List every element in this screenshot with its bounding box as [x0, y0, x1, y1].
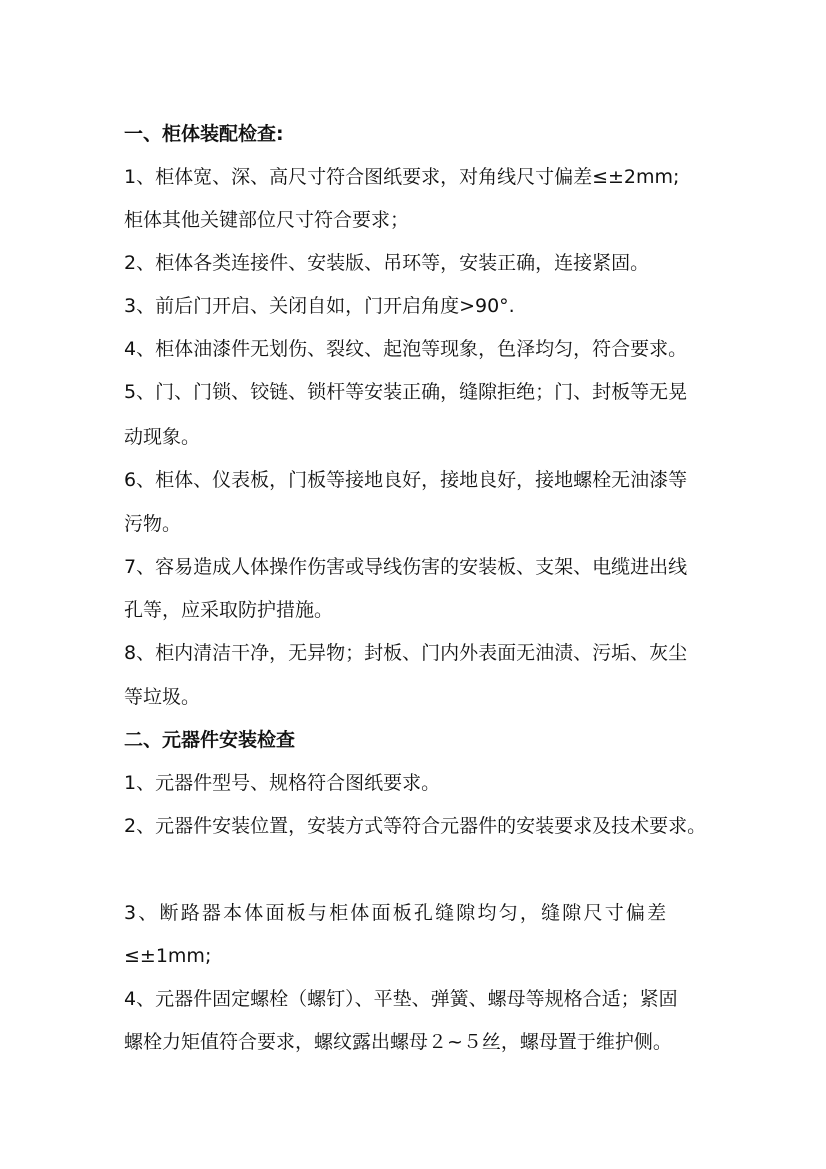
paragraph-line: 8、柜内清洁干净，无异物；封板、门内外表面无油渍、污垢、灰尘	[124, 642, 688, 664]
paragraph-line: 孔等，应采取防护措施。	[124, 599, 334, 621]
paragraph-line: 5、门、门锁、铰链、锁杆等安装正确，缝隙拒绝；门、封板等无晃	[124, 381, 688, 403]
paragraph-line: 螺栓力矩值符合要求，螺纹露出螺母２~５丝，螺母置于维护侧。	[124, 1031, 672, 1053]
paragraph-line: 3、前后门开启、关闭自如，门开启角度>90°.	[124, 295, 515, 317]
paragraph-line: 1、柜体宽、深、高尺寸符合图纸要求，对角线尺寸偏差≤±2mm;	[124, 166, 680, 188]
paragraph-line: 4、元器件固定螺栓（螺钉）、平垫、弹簧、螺母等规格合适；紧固	[124, 988, 678, 1010]
paragraph-line: 污物。	[124, 513, 182, 535]
paragraph-line: 1、元器件型号、规格符合图纸要求。	[124, 772, 441, 794]
paragraph-line: 2、柜体各类连接件、安装版、吊环等，安装正确，连接紧固。	[124, 252, 650, 274]
paragraph-line: 4、柜体油漆件无划伤、裂纹、起泡等现象，色泽均匀，符合要求。	[124, 338, 688, 360]
paragraph-line: ≤±1mm;	[124, 945, 212, 967]
paragraph-line: 6、柜体、仪表板，门板等接地良好，接地良好，接地螺栓无油漆等	[124, 469, 688, 491]
paragraph-line: 7、容易造成人体操作伤害或导线伤害的安装板、支架、电缆进出线	[124, 556, 688, 578]
paragraph-line: 柜体其他关键部位尺寸符合要求；	[124, 209, 410, 231]
section-heading-component-installation: 二、元器件安装检查	[124, 729, 296, 751]
paragraph-line: 3、断路器本体面板与柜体面板孔缝隙均匀，缝隙尺寸偏差	[124, 902, 669, 924]
paragraph-line: 2、元器件安装位置，安装方式等符合元器件的安装要求及技术要求。	[124, 815, 707, 837]
section-heading-cabinet-assembly: 一、柜体装配检查:	[124, 123, 284, 145]
paragraph-line: 等垃圾。	[124, 686, 201, 708]
paragraph-line: 动现象。	[124, 426, 201, 448]
